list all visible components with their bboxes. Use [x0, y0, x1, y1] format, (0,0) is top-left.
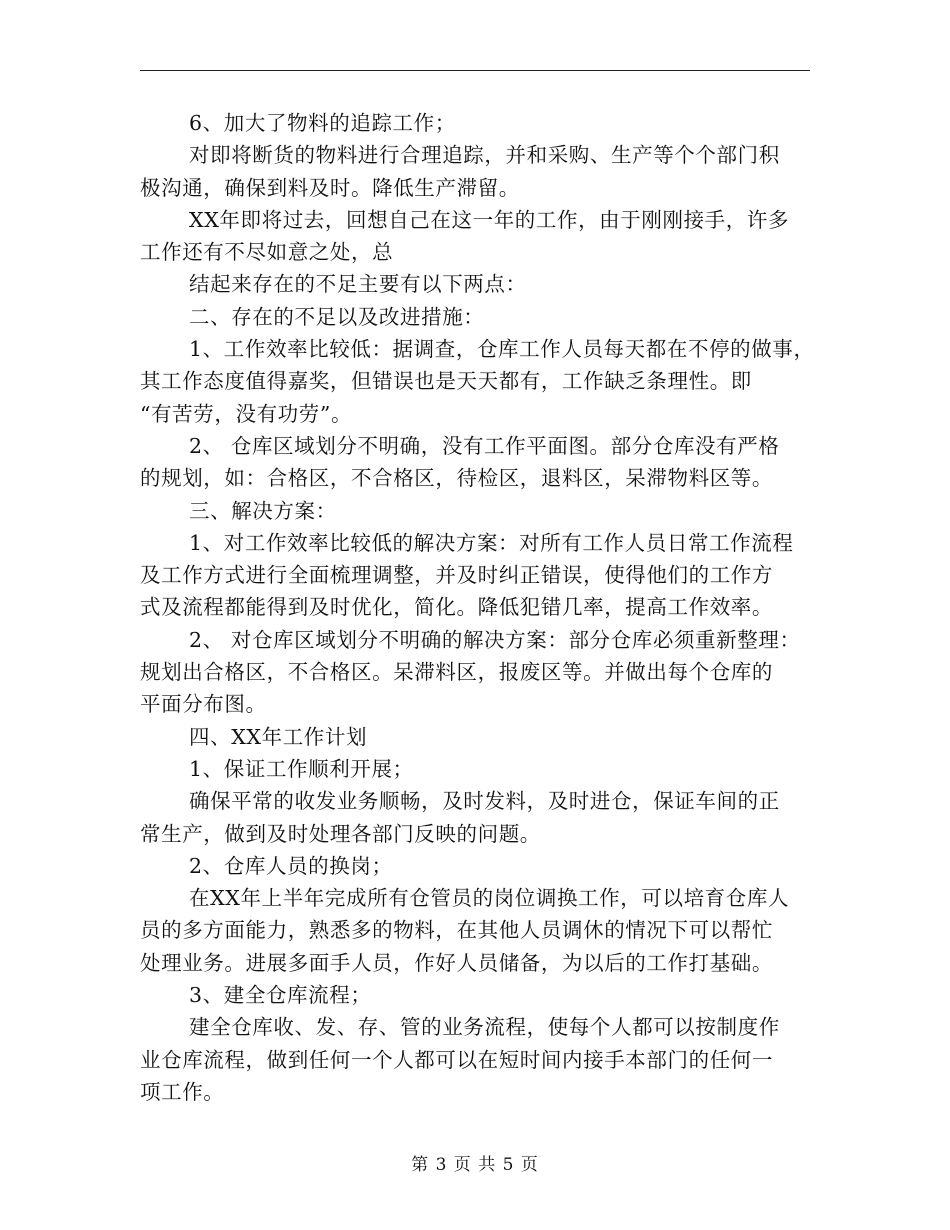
text-line: 2、 对仓库区域划分不明确的解决方案：部分仓库必须重新整理： — [189, 627, 801, 652]
text-line: 2、 仓库区域划分不明确，没有工作平面图。部分仓库没有严格 — [189, 433, 780, 458]
text-line: XX年即将过去，回想自己在这一年的工作，由于刚刚接手，许多 — [189, 207, 790, 232]
text-line: 常生产，做到及时处理各部门反映的问题。 — [140, 821, 541, 846]
text-line: 2、仓库人员的换岗； — [189, 853, 393, 878]
document-body — [140, 107, 815, 1108]
text-line: 规划出合格区，不合格区。呆滞料区，报废区等。并做出每个仓库的 — [140, 660, 773, 685]
header-rule — [140, 70, 810, 71]
text-line: 确保平常的收发业务顺畅，及时发料，及时进仓，保证车间的正 — [189, 789, 780, 814]
text-line: 处理业务。进展多面手人员，作好人员储备，为以后的工作打基础。 — [140, 950, 773, 975]
section-heading: 二、存在的不足以及改进措施： — [189, 304, 485, 329]
text-line: 对即将断货的物料进行合理追踪，并和采购、生产等个个部门积 — [189, 143, 780, 168]
section-heading: 三、解决方案： — [189, 498, 337, 523]
text-line: 项工作。 — [140, 1079, 225, 1104]
text-line: 1、对工作效率比较低的解决方案：对所有工作人员日常工作流程 — [189, 530, 794, 555]
text-line: 结起来存在的不足主要有以下两点： — [189, 272, 527, 297]
text-line: 极沟通，确保到料及时。降低生产滞留。 — [140, 175, 520, 200]
text-line: “有苦劳，没有功劳”。 — [140, 401, 353, 426]
text-line: 1、工作效率比较低：据调查，仓库工作人员每天都在不停的做事， — [189, 337, 815, 362]
text-line: 员的多方面能力，熟悉多的物料，在其他人员调休的情况下可以帮忙 — [140, 918, 773, 943]
text-line: 及工作方式进行全面梳理调整，并及时纠正错误，使得他们的工作方 — [140, 563, 773, 588]
section-heading: 四、XX年工作计划 — [189, 724, 368, 749]
text-line: 业仓库流程，做到任何一个人都可以在短时间内接手本部门的任何一 — [140, 1047, 773, 1072]
text-line: 的规划，如：合格区，不合格区，待检区，退料区，呆滞物料区等。 — [140, 466, 773, 491]
text-line: 其工作态度值得嘉奖，但错误也是天天都有，工作缺乏条理性。即 — [140, 369, 752, 394]
text-line: 建全仓库收、发、存、管的业务流程，使每个人都可以按制度作 — [189, 1015, 780, 1040]
text-line: 在XX年上半年完成所有仓管员的岗位调换工作，可以培育仓库人 — [189, 886, 790, 911]
text-line: 3、建全仓库流程； — [189, 983, 372, 1008]
text-line: 式及流程都能得到及时优化，简化。降低犯错几率，提高工作效率。 — [140, 595, 773, 620]
text-line: 平面分布图。 — [140, 692, 267, 717]
text-line: 6、加大了物料的追踪工作； — [189, 111, 456, 135]
text-line: 工作还有不尽如意之处，总 — [140, 240, 394, 265]
page-number-footer: 第 3 页 共 5 页 — [411, 1155, 539, 1175]
text-line: 1、保证工作顺利开展； — [189, 756, 414, 781]
